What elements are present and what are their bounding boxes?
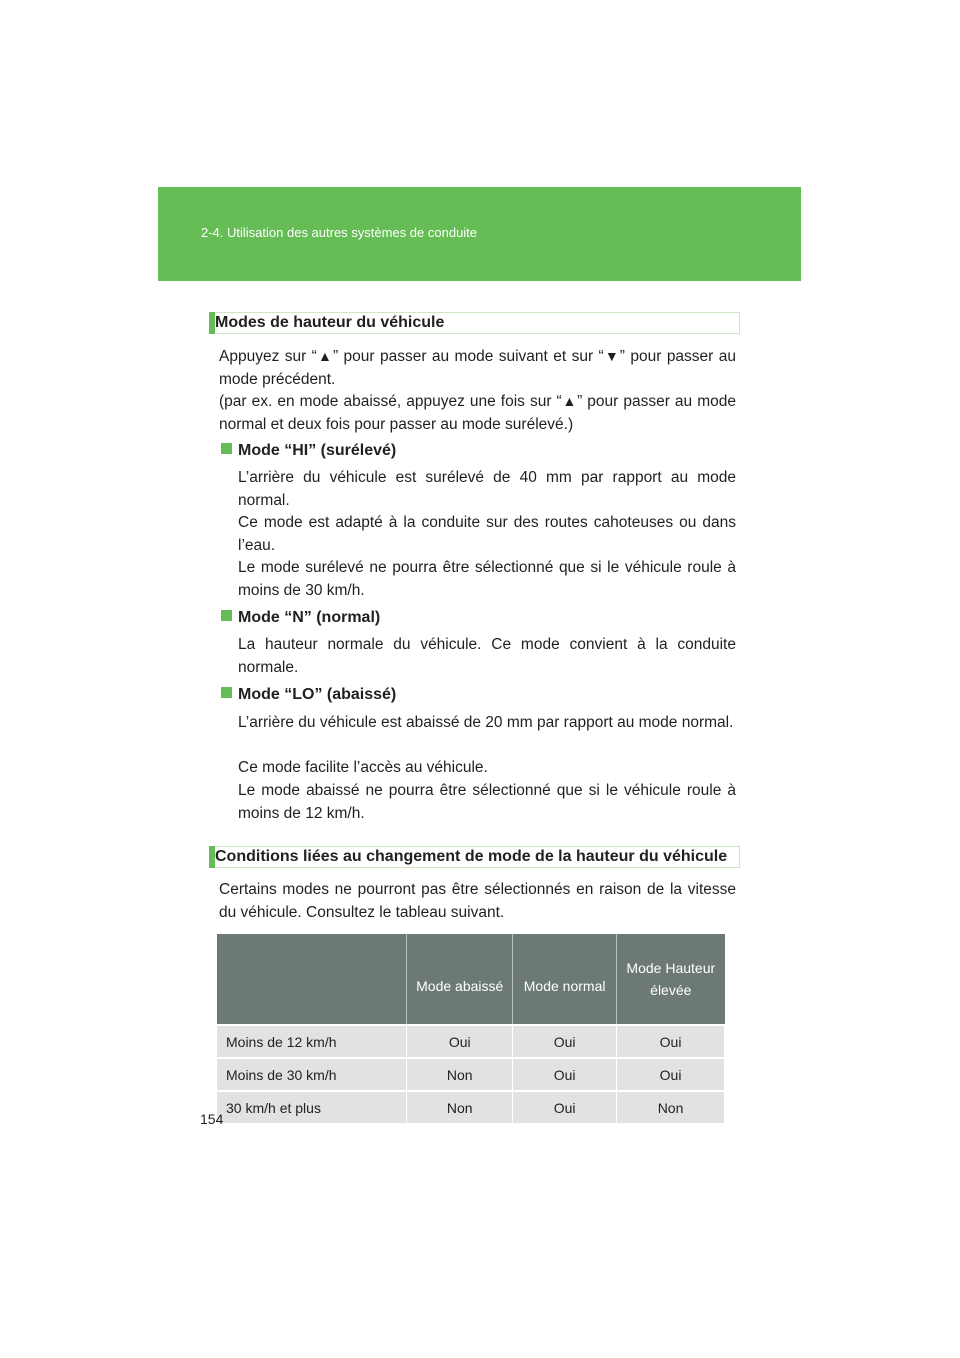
mode-lo-heading: Mode “LO” (abaissé) bbox=[221, 686, 396, 704]
table-header-cell bbox=[217, 934, 407, 1025]
bullet-square-icon bbox=[221, 443, 232, 454]
table-intro-paragraph: Certains modes ne pourront pas être sélectionnés en raison de la vitesse du véhicule. Consultez le tableau suivant. bbox=[219, 881, 736, 921]
table-cell: Oui bbox=[513, 1091, 617, 1123]
speed-mode-table bbox=[217, 934, 725, 1123]
mode-hi-heading: Mode “HI” (surélevé) bbox=[221, 442, 396, 460]
table-header-cell: Mode Hauteur élevée bbox=[617, 934, 725, 1025]
mode-hi-line: L’arrière du véhicule est surélevé de 40 mm par rapport au mode normal. bbox=[238, 469, 736, 509]
table-header-cell: Mode normal bbox=[513, 934, 617, 1025]
table-cell: Oui bbox=[513, 1025, 617, 1058]
section-title: Modes de hauteur du véhicule bbox=[215, 314, 445, 331]
table-cell: Non bbox=[407, 1091, 513, 1123]
mode-n-line: La hauteur normale du véhicule. Ce mode convient à la conduite normale. bbox=[238, 636, 736, 676]
table-row bbox=[217, 1025, 725, 1058]
bullet-square-icon bbox=[221, 610, 232, 621]
table-cell: Non bbox=[407, 1058, 513, 1091]
table-cell: Non bbox=[617, 1091, 725, 1123]
example-paragraph: (par ex. en mode abaissé, appuyez une fois sur “▲” pour passer au mode normal et deux fois pour passer au mode surélevé.) bbox=[219, 393, 736, 433]
table-row bbox=[217, 1091, 725, 1123]
page-number: 154 bbox=[200, 1111, 224, 1127]
mode-hi-line: Le mode surélevé ne pourra être sélectionné que si le véhicule roule à moins de 30 km/h. bbox=[238, 559, 736, 599]
mode-lo-line: Le mode abaissé ne pourra être sélectionné que si le véhicule roule à moins de 12 km/h. bbox=[238, 782, 736, 822]
table-row bbox=[217, 1058, 725, 1091]
table-cell: 30 km/h et plus bbox=[217, 1091, 407, 1123]
chapter-header-band bbox=[158, 187, 801, 281]
chapter-title: 2-4. Utilisation des autres systèmes de conduite bbox=[201, 225, 478, 240]
table-cell: Oui bbox=[617, 1058, 725, 1091]
table-cell: Oui bbox=[617, 1025, 725, 1058]
mode-hi-line: Ce mode est adapté à la conduite sur des routes cahoteuses ou dans l’eau. bbox=[238, 514, 736, 554]
table-cell: Moins de 30 km/h bbox=[217, 1058, 407, 1091]
mode-n-heading: Mode “N” (normal) bbox=[221, 609, 380, 627]
table-header-row bbox=[217, 934, 725, 1025]
bullet-square-icon bbox=[221, 687, 232, 698]
section-heading-mode-change-conditions bbox=[209, 846, 740, 868]
section-heading-vehicle-height-modes bbox=[209, 312, 740, 334]
mode-lo-line: Ce mode facilite l’accès au véhicule. bbox=[238, 759, 488, 776]
table-cell: Moins de 12 km/h bbox=[217, 1025, 407, 1058]
down-arrow-icon: ▼ bbox=[603, 348, 620, 364]
table-cell: Oui bbox=[513, 1058, 617, 1091]
up-arrow-icon: ▲ bbox=[561, 393, 578, 409]
table-cell: Oui bbox=[407, 1025, 513, 1058]
mode-lo-line: L’arrière du véhicule est abaissé de 20 mm par rapport au mode normal. bbox=[238, 714, 734, 731]
section-title: Conditions liées au changement de mode de la hauteur du véhicule bbox=[215, 848, 728, 865]
table-header-cell: Mode abaissé bbox=[407, 934, 513, 1025]
intro-paragraph: Appuyez sur “▲” pour passer au mode suivant et sur “▼” pour passer au mode précédent. bbox=[219, 348, 736, 388]
up-arrow-icon: ▲ bbox=[316, 348, 333, 364]
